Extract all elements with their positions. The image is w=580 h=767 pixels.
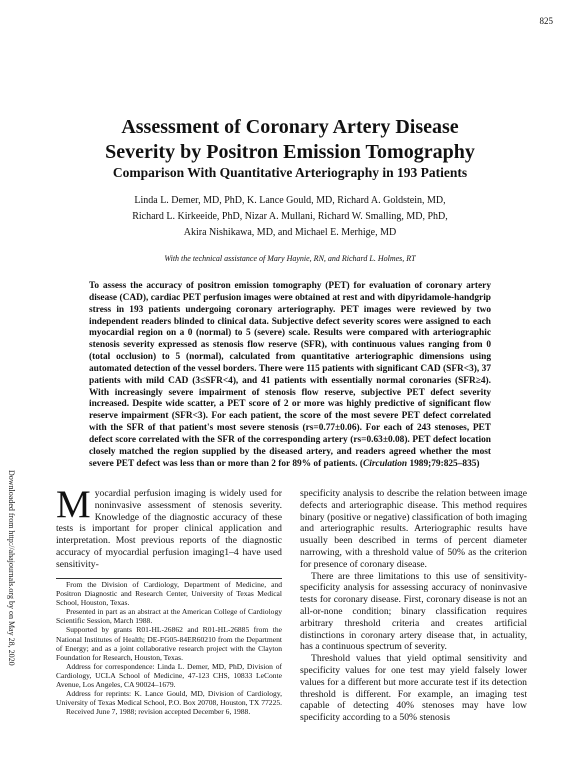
body-paragraph-3: Threshold values that yield optimal sensitivity and specificity values for one test may yield falsely lower values for a different but more accurate test if its detection threshold is different. For example, an imaging test capable of detecting 40% stenoses may have low specificity according to a 50% stenosis — [300, 653, 527, 724]
page-number: 825 — [539, 16, 553, 26]
abstract-text: To assess the accuracy of positron emission tomography (PET) for evaluation of coronary artery disease (CAD), cardiac PET perfusion images were obtained at rest and with dipyridamole-handgrip stress in 193 patients undergoing coronary arteriography. PET images were reviewed by two independent readers blinded to clinical data. Subjective defect severity scores were assigned to each myocardial region on a 0 (normal) to 5 (severe) scale. Results were compared with arteriographic stenosis severity expressed as stenosis flow reserve (SFR), with continuous values ranging from 0 (total occlusion) to 5 (normal), calculated from quantitative arteriographic dimensions using automated detection of the vessel borders. There were 115 patients with significant CAD (SFR<3), 37 patients with mild CAD (3≤SFR<4), and 41 patients with essentially normal coronaries (SFR≥4). With increasingly severe impairment of stenosis flow reserve, subjective PET defect severity increased. Despite wide scatter, a PET score of 2 or more was highly predictive of significant flow reserve impairment (SFR<3). For each patient, the score of the most severe PET defect correlated with the SFR of that patient's most severe stenosis (rs=0.77±0.06). For each of 243 stenoses, PET defect score correlated with the SFR of the corresponding artery (rs=0.63±0.08). PET defect location closely matched the region supplied by the diseased artery, and readers agreed whether the most severe PET defect was less than or more than 2 for 89% of patients. ( — [89, 281, 491, 469]
footnote-affiliation: From the Division of Cardiology, Department of Medicine, and Positron Diagnostic and Research Center, University of Texas Medical School, Houston, Texas. — [56, 580, 282, 608]
body-paragraph-2: There are three limitations to this use of sensitivity-specificity analysis for assessing accuracy of noninvasive tests for coronary disease. First, coronary disease is not an all-or-none condition; binary classification requires arbitrary threshold criteria and creates artificial distinctions in coronary artery disease that, in actuality, has a continuous spectrum of severity. — [300, 570, 527, 653]
article-subtitle: Comparison With Quantitative Arteriography in 193 Patients — [112, 165, 468, 180]
author-line-2: Richard L. Kirkeeide, PhD, Nizar A. Mullani, Richard W. Smalling, MD, PhD, — [132, 211, 448, 222]
author-list — [0, 193, 580, 241]
title-line-2: Severity by Positron Emission Tomography — [105, 141, 475, 163]
footnote-reprints: Address for reprints: K. Lance Gould, MD, Division of Cardiology, University of Texas Medical School, P.O. Box 20708, Houston, TX 77225. — [56, 689, 283, 708]
body-column-left — [56, 483, 282, 571]
article-title — [0, 115, 580, 165]
author-line-1: Linda L. Demer, MD, PhD, K. Lance Gould, MD, Richard A. Goldstein, MD, — [134, 195, 446, 206]
author-line-3: Akira Nishikawa, MD, and Michael E. Merhige, MD — [183, 227, 397, 238]
footnote-correspondence: Address for correspondence: Linda L. Demer, MD, PhD, Division of Cardiology, UCLA School of Medicine, 47-123 CHS, 10833 LeConte Avenue, Los Angeles, CA 90024–1679. — [56, 661, 282, 690]
title-line-1: Assessment of Coronary Artery Disease — [121, 116, 459, 138]
body-column-right — [300, 488, 527, 724]
abstract — [89, 281, 491, 471]
footnote-presentation: Presented in part as an abstract at the American College of Cardiology Scientific Session, March 1988. — [56, 607, 282, 626]
body-paragraph-1: specificity analysis to describe the relation between image defects and arteriographic disease. This method requires binary (positive or negative) classification of both imaging and arteriographic results. Arteriographic results have usually been described in terms of percent diameter narrowing, with a threshold value of 50% as the criterion for presence of coronary disease. — [300, 488, 527, 570]
footnotes — [56, 580, 282, 716]
technical-assistance-note: With the technical assistance of Mary Haynie, RN, and Richard L. Holmes, RT — [164, 254, 416, 263]
abstract-citation-ref: 1989;79:825–835) — [407, 458, 480, 469]
footnote-funding: Supported by grants R01-HL-26862 and R01-HL-26885 from the National Institutes of Health; DE-FG05-84ER60210 from the Department of Energy; and as a joint collaborative research project with the Clayton Foundation for Research, Houston, Texas. — [56, 625, 282, 662]
drop-cap: M — [56, 483, 91, 526]
footnote-divider — [56, 578, 282, 579]
abstract-citation-journal: Circulation — [362, 458, 408, 469]
intro-paragraph: yocardial perfusion imaging is widely used for noninvasive assessment of stenosis severity. Knowledge of the diagnostic accuracy of these tests is important for proper clinical application and interpretation. Most previous reports of the diagnostic accuracy of myocardial perfusion imaging1–4 have used sensitivity- — [56, 488, 282, 570]
download-notice: Downloaded from http://ahajournals.org by on May 28, 2020 — [7, 470, 16, 666]
footnote-received: Received June 7, 1988; revision accepted December 6, 1988. — [66, 707, 251, 717]
